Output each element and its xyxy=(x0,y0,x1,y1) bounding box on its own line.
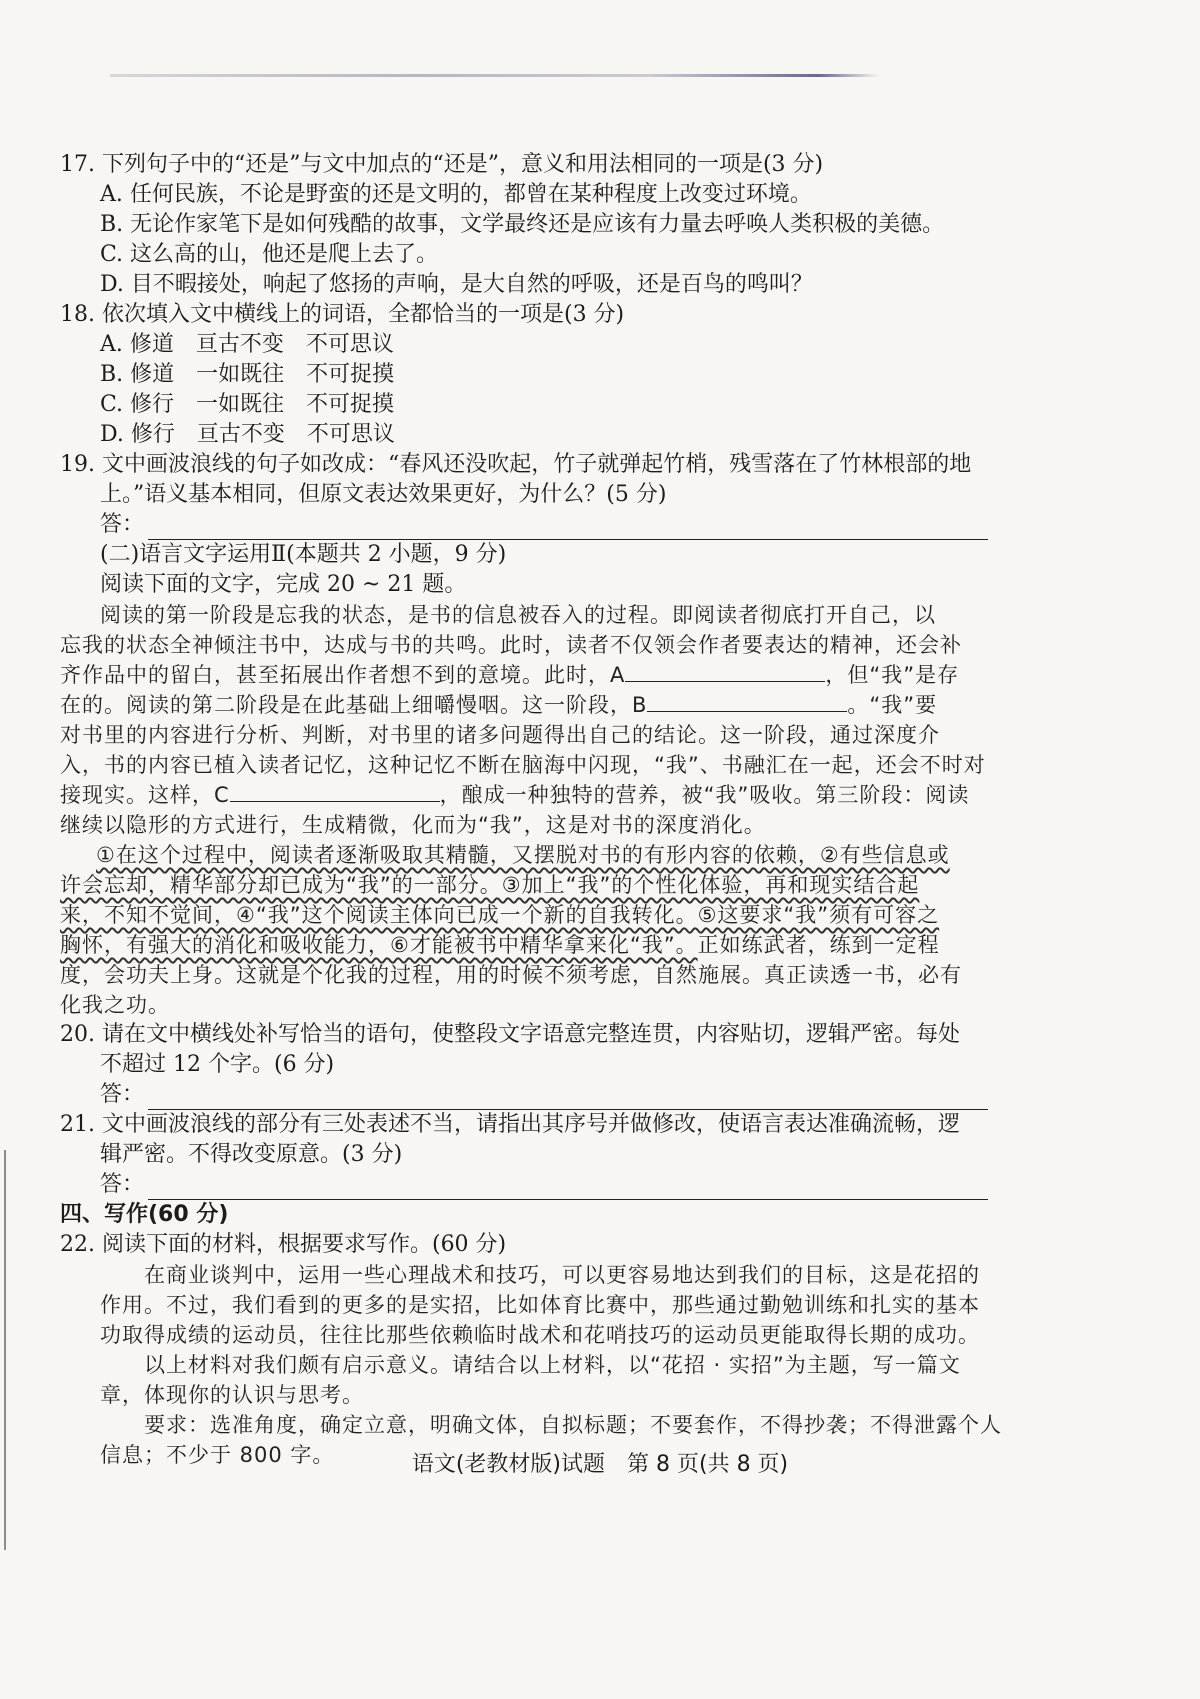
question-20-answer-row[interactable] xyxy=(60,1080,1080,1110)
passage-p1-line-2: 忘我的状态全神倾注书中，达成与书的共鸣。此时，读者不仅领会作者要表达的精神，还会补 xyxy=(60,633,962,657)
question-21-stem-line-1: 21. 文中画波浪线的部分有三处表述不当，请指出其序号并做修改，使语言表达准确流畅，逻 xyxy=(60,1112,960,1137)
question-21-answer-line[interactable] xyxy=(148,1177,988,1200)
material-p1-line-3: 功取得成绩的运动员，往往比那些依赖临时战术和花哨技巧的运动员更能取得长期的成功。 xyxy=(100,1323,980,1347)
passage-p1-line-4-tail: 。“我”要 xyxy=(847,693,938,717)
passage-p1-line-1: 阅读的第一阶段是忘我的状态，是书的信息被吞入的过程。即阅读者彻底打开自己，以 xyxy=(100,603,936,627)
scan-artifact-left-edge xyxy=(4,1150,6,1550)
question-21-stem-line-2: 辑严密。不得改变原意。(3 分) xyxy=(100,1142,403,1167)
passage-p1-line-8: 继续以隐形的方式进行，生成精微，化而为“我”，这是对书的深度消化。 xyxy=(60,813,766,837)
section-2-intro: 阅读下面的文字，完成 20 ~ 21 题。 xyxy=(100,572,467,597)
material-p2-line-2: 章，体现你的认识与思考。 xyxy=(100,1383,364,1407)
writing-section-heading: 四、写作(60 分) xyxy=(60,1202,229,1227)
question-20-answer-label: 答： xyxy=(100,1082,145,1107)
wavy-sentence-3: 来，不知不觉间，④“我”这个阅读主体向已成一个新的自我转化。⑤这要求“我”须有可容之 xyxy=(60,903,940,927)
wavy-sentence-4: 胸怀，有强大的消化和吸收能力，⑥才能被书中精华拿来化“我”。 xyxy=(60,933,698,957)
passage-p1-line-7-text: 接现实。这样，C xyxy=(60,783,230,807)
question-17-option-b: B. 无论作家笔下是如何残酷的故事，文学最终还是应该有力量去呼唤人类积极的美德。 xyxy=(100,212,945,237)
passage-p1-line-5: 对书里的内容进行分析、判断，对书里的诸多问题得出自己的结论。这一阶段，通过深度介 xyxy=(60,723,940,747)
question-20-stem-line-2: 不超过 12 个字。(6 分) xyxy=(100,1052,335,1077)
material-p1-line-1: 在商业谈判中，运用一些心理战术和技巧，可以更容易地达到我们的目标，这是花招的 xyxy=(144,1263,980,1287)
passage-p1-line-3 xyxy=(60,660,1080,690)
material-p2-line-1: 以上材料对我们颇有启示意义。请结合以上材料，以“花招 · 实招”为主题，写一篇文 xyxy=(144,1353,961,1377)
wavy-sentence-2: 许会忘却，精华部分却已成为“我”的一部分。③加上“我”的个性化体验，再和现实结合起 xyxy=(60,873,920,897)
question-21-answer-label: 答： xyxy=(100,1172,145,1197)
question-18-option-d: D. 修行 亘古不变 不可思议 xyxy=(100,422,395,447)
question-18-option-c: C. 修行 一如既往 不可捉摸 xyxy=(100,392,395,417)
question-17-option-a: A. 任何民族，不论是野蛮的还是文明的，都曾在某种程度上改变过环境。 xyxy=(100,182,812,207)
question-19-answer-row[interactable] xyxy=(60,510,1080,540)
requirements-line-1: 要求：选准角度，确定立意，明确文体，自拟标题；不要套作，不得抄袭；不得泄露个人 xyxy=(144,1413,1002,1437)
exam-page xyxy=(60,150,1080,1470)
question-17-option-d: D. 目不暇接处，响起了悠扬的声响，是大自然的呼吸，还是百鸟的鸣叫？ xyxy=(100,272,813,297)
question-19-answer-line[interactable] xyxy=(148,517,988,540)
question-21-answer-row[interactable] xyxy=(60,1170,1080,1200)
question-19-answer-label: 答： xyxy=(100,512,145,537)
question-20-stem-line-1: 20. 请在文中横线处补写恰当的语句，使整段文字语意完整连贯，内容贴切，逻辑严密。每处 xyxy=(60,1022,960,1047)
question-18-stem: 18. 依次填入文中横线上的词语，全都恰当的一项是(3 分) xyxy=(60,302,625,327)
requirements-line-2: 信息；不少于 800 字。 xyxy=(100,1443,335,1467)
passage-p1-line-7-tail: ，酿成一种独特的营养，被“我”吸收。第三阶段：阅读 xyxy=(439,783,970,807)
question-17-option-c: C. 这么高的山，他还是爬上去了。 xyxy=(100,242,439,267)
passage-p1-line-3-text: 齐作品中的留白，甚至拓展出作者想不到的意境。此时，A xyxy=(60,663,626,687)
passage-p1-line-4-text: 在的。阅读的第二阶段是在此基础上细嚼慢咽。这一阶段，B xyxy=(60,693,648,717)
question-20-answer-line[interactable] xyxy=(148,1087,988,1110)
passage-p1-line-7 xyxy=(60,780,1080,810)
blank-c[interactable] xyxy=(230,781,440,802)
passage-p1-line-6: 入，书的内容已植入读者记忆，这种记忆不断在脑海中闪现，“我”、书融汇在一起，还会不时对 xyxy=(60,753,986,777)
page-footer: 语文(老教材版)试题 第 8 页(共 8 页) xyxy=(411,1452,789,1477)
question-18-option-b: B. 修道 一如既往 不可捉摸 xyxy=(100,362,395,387)
passage-p2-line-4-tail: 正如练武者，练到一定程 xyxy=(697,933,940,957)
passage-p2-line-4 xyxy=(60,930,1080,960)
passage-p2-line-1 xyxy=(60,840,1080,870)
blank-a[interactable] xyxy=(625,661,825,682)
question-19-stem-line-1: 19. 文中画波浪线的句子如改成：“春风还没吹起，竹子就弹起竹梢，残雪落在了竹林根部的地 xyxy=(60,452,972,477)
section-2-heading: (二)语言文字运用Ⅱ(本题共 2 小题，9 分) xyxy=(100,542,507,567)
wavy-sentence-1: ①在这个过程中，阅读者逐渐吸取其精髓，又摆脱对书的有形内容的依赖，②有些信息或 xyxy=(96,843,950,867)
blank-b[interactable] xyxy=(647,691,847,712)
scan-artifact-top xyxy=(110,74,880,77)
passage-p1-line-4 xyxy=(60,690,1080,720)
passage-p2-line-3 xyxy=(60,900,1080,930)
passage-p2-line-6: 化我之功。 xyxy=(60,993,170,1017)
question-18-option-a: A. 修道 亘古不变 不可思议 xyxy=(100,332,394,357)
passage-p1-line-3-tail: ，但“我”是存 xyxy=(825,663,960,687)
material-p1-line-2: 作用。不过，我们看到的更多的是实招，比如体育比赛中，那些通过勤勉训练和扎实的基本 xyxy=(100,1293,980,1317)
passage-p2-line-5: 度，会功夫上身。这就是个化我的过程，用的时候不须考虑，自然施展。真正读透一书，必有 xyxy=(60,963,962,987)
question-19-stem-line-2: 上。”语义基本相同，但原文表达效果更好，为什么？(5 分) xyxy=(100,482,667,507)
question-22-stem: 22. 阅读下面的材料，根据要求写作。(60 分) xyxy=(60,1232,507,1257)
question-17-stem: 17. 下列句子中的“还是”与文中加点的“还是”，意义和用法相同的一项是(3 分) xyxy=(60,152,824,177)
passage-p2-line-2 xyxy=(60,870,1080,900)
